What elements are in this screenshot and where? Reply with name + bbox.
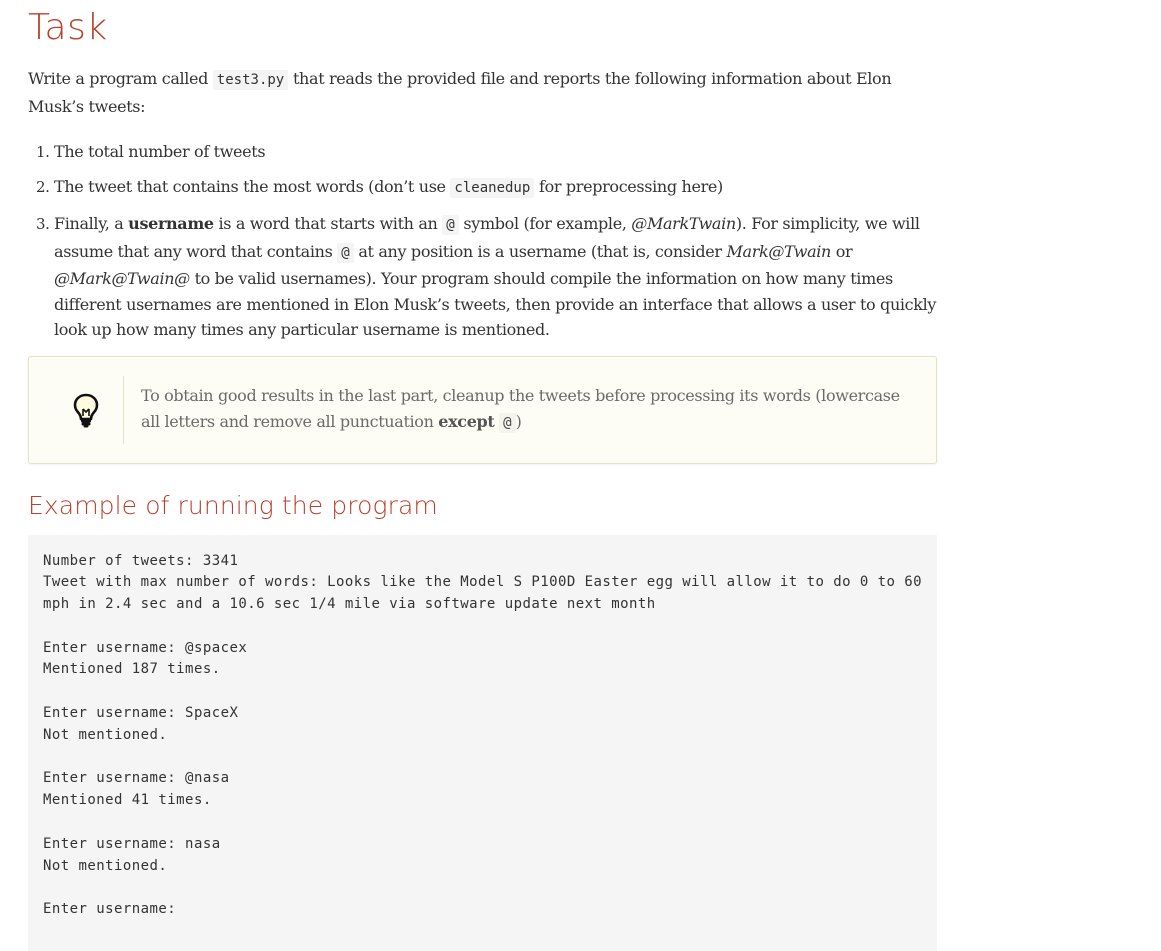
tip-text xyxy=(141,383,911,436)
task-item-text: to be valid usernames). Your program should compile the information on how many times different usernames are mentioned in Elon Musk’s tweets, then provide an interface that allows a user to quickly look up how many times any particular username is mentioned. xyxy=(54,269,937,339)
filename-code: test3.py xyxy=(213,70,288,90)
tip-text-end: ) xyxy=(515,411,522,431)
task-item-total-tweets xyxy=(54,139,937,165)
task-item-usernames xyxy=(54,211,937,343)
example-username: @Mark@Twain@ xyxy=(54,269,190,288)
at-symbol-code: @ xyxy=(442,215,458,235)
tip-except-bold: except xyxy=(438,411,495,431)
task-item-text: for preprocessing here) xyxy=(534,177,723,196)
task-item-text: at any position is a username (that is, consider xyxy=(353,241,727,261)
tip-text-start: To obtain good results in the last part, cleanup the tweets before processing its words (lowercase all letters and remove all punctuation xyxy=(141,385,900,431)
document-content xyxy=(28,0,937,951)
cleanedup-code: cleanedup xyxy=(450,178,534,198)
task-item-text: ). For simplicity, we will assume that any word that contains xyxy=(54,214,920,261)
example-username: Mark@Twain xyxy=(726,241,831,261)
task-item-text: Finally, a xyxy=(54,214,129,233)
task-item-longest-tweet xyxy=(54,174,937,202)
at-symbol-code: @ xyxy=(337,243,353,263)
tip-divider xyxy=(123,376,124,444)
lightbulb-icon xyxy=(71,392,101,428)
task-item-text: symbol (for example, xyxy=(458,214,632,233)
tip-at-code: @ xyxy=(499,413,515,433)
example-output-code-block: Number of tweets: 3341 Tweet with max number of words: Looks like the Model S P100D Easter egg will allow it to do 0 to 60 mph in 2.4 sec and a 10.6 sec 1/4 mile via software update next month Enter username: @spacex Mentioned 187 times. Enter username: SpaceX Not mentioned. Enter username: @nasa Mentioned 41 times. Enter username: nasa Not mentioned. Enter username: xyxy=(28,535,937,951)
example-username: @MarkTwain xyxy=(631,214,736,233)
tip-callout xyxy=(28,356,937,464)
task-item-text: The total number of tweets xyxy=(54,142,266,161)
example-heading: Example of running the program xyxy=(28,490,438,520)
username-term: username xyxy=(128,214,214,233)
task-list xyxy=(28,139,937,343)
intro-text-start: Write a program called xyxy=(28,69,213,88)
task-item-text: or xyxy=(831,241,853,261)
task-heading: Task xyxy=(28,7,108,48)
task-intro xyxy=(28,66,937,119)
task-item-text: The tweet that contains the most words (don’t use xyxy=(54,177,451,196)
intro-text-end: that reads the provided file and reports the following information about Elon Musk’s tweets: xyxy=(28,69,892,116)
task-item-text: is a word that starts with an xyxy=(213,214,443,233)
